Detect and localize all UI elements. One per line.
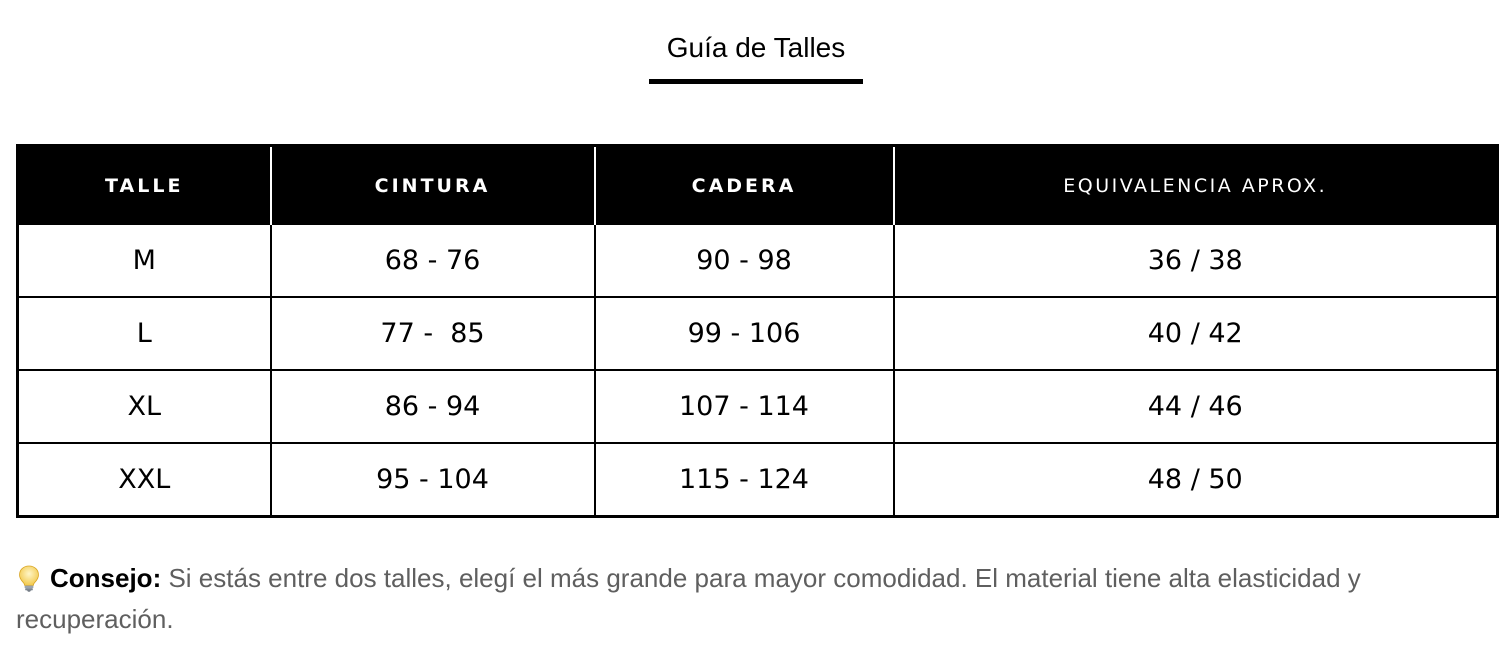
table-row	[18, 297, 1498, 370]
table-row	[18, 370, 1498, 443]
cell-cadera: 115 - 124	[595, 443, 894, 517]
cell-cintura: 77 - 85	[271, 297, 595, 370]
header-row	[18, 146, 1498, 226]
cell-equivalencia: 44 / 46	[894, 370, 1498, 443]
tab-size-guide-label: Guía de Talles	[666, 32, 846, 63]
column-header-equivalencia: EQUIVALENCIA APROX.	[894, 146, 1498, 226]
size-guide-table	[16, 144, 1499, 518]
table-header	[18, 146, 1498, 226]
cell-talle: M	[132, 245, 156, 276]
cell-talle: L	[18, 297, 271, 370]
cell-cintura: 68 - 76	[271, 225, 595, 297]
table-row	[18, 443, 1498, 517]
cell-cadera: 99 - 106	[595, 297, 894, 370]
tab-size-guide[interactable]	[649, 30, 863, 84]
cell-cintura: 95 - 104	[271, 443, 595, 517]
active-tab-indicator	[649, 79, 863, 84]
cell-cadera: 107 - 114	[595, 370, 894, 443]
cell-talle: XL	[18, 370, 271, 443]
table-row	[18, 225, 1498, 297]
column-header-cadera: CADERA	[595, 146, 894, 226]
tip-text: Si estás entre dos talles, elegí el más grande para mayor comodidad. El material tiene alta elasticidad y recuperación.	[16, 563, 1361, 634]
cell-equivalencia: 36 / 38	[894, 225, 1498, 297]
cell-cadera: 90 - 98	[595, 225, 894, 297]
tip-label: Consejo:	[50, 563, 162, 593]
cell-cintura: 86 - 94	[271, 370, 595, 443]
size-tip	[16, 558, 1494, 640]
lightbulb-icon	[16, 563, 42, 591]
cell-equivalencia: 48 / 50	[894, 443, 1498, 517]
column-header-cintura: CINTURA	[271, 146, 595, 226]
table-body	[18, 225, 1498, 517]
cell-talle: XXL	[18, 443, 271, 517]
column-header-talle: TALLE	[18, 146, 271, 226]
cell-equivalencia: 40 / 42	[894, 297, 1498, 370]
